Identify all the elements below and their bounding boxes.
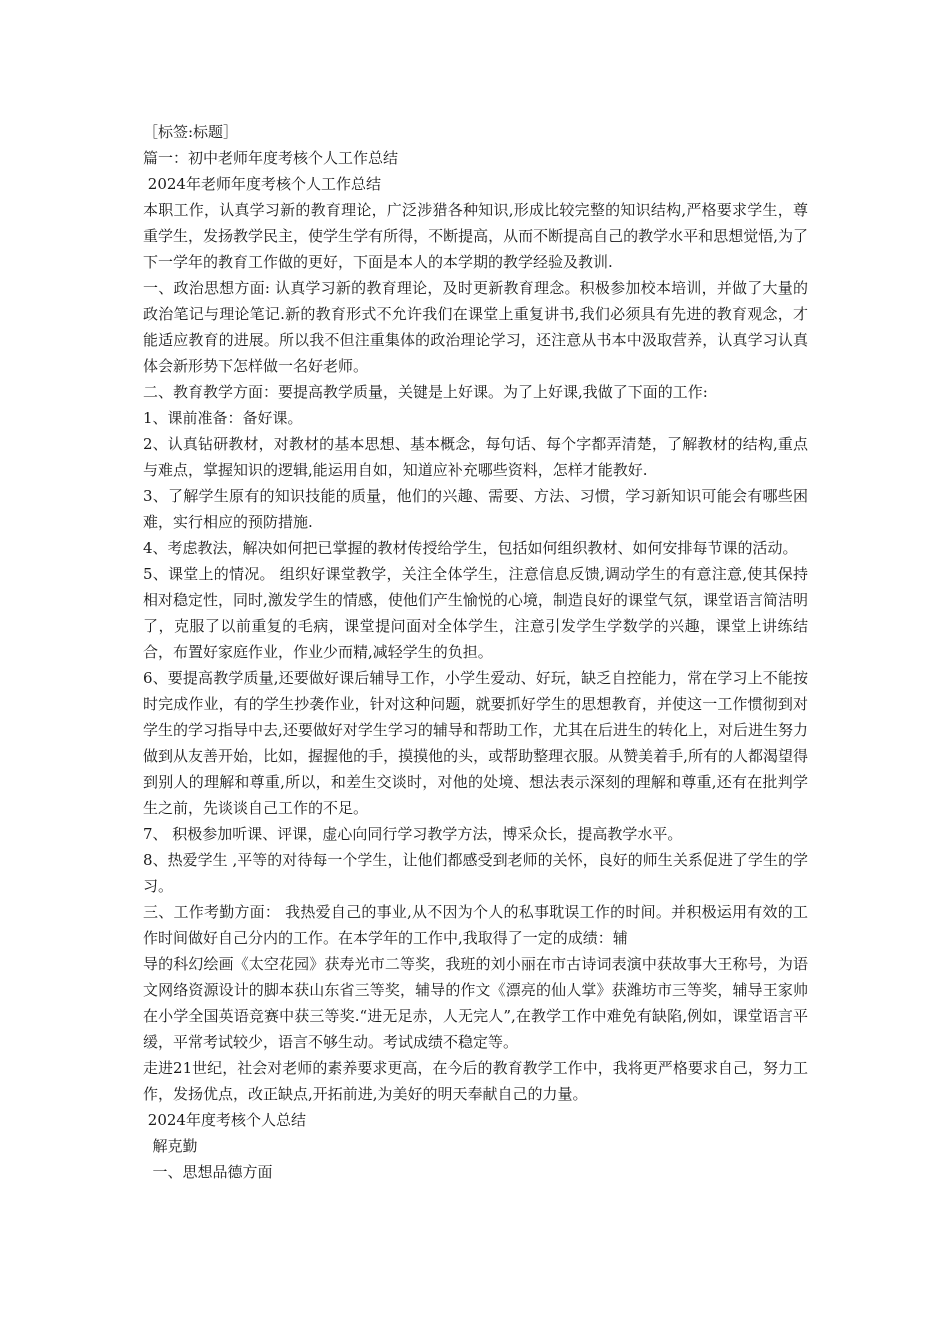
teaching-item-6: 6、要提高教学质量,还要做好课后辅导工作，小学生爱动、好玩，缺乏自控能力，常在学习上不能按时完成作业，有的学生抄袭作业，针对这种问题，就要抓好学生的思想教育，并使这一工作惯彻到对学生的学习指导中去,还要做好对学生学习的辅导和帮助工作，尤其在后进生的转化上，对后进生努力做到从友善开始，比如，握握他的手，摸摸他的头，或帮助整理衣服。从赞美着手,所有的人都渴望得到别人的理解和尊重,所以，和差生交谈时，对他的处境、想法表示深刻的理解和尊重,还有在批判学生之前，先谈谈自己工作的不足。 [143,669,808,817]
teaching-item-4: 4、考虑教法，解决如何把已掌握的教材传授给学生，包括如何组织教材、如何安排每节课的活动。 [143,539,798,557]
second-title: 2024年度考核个人总结 [143,1111,306,1129]
attendance-paragraph: 三、工作考勤方面： 我热爱自己的事业,从不因为个人的私事耽误工作的时间。并积极运用有效的工作时间做好自己分内的工作。在本学年的工作中,我取得了一定的成绩：辅 [143,903,808,947]
conclusion-paragraph: 走进21世纪，社会对老师的素养要求更高，在今后的教育教学工作中，我将更严格要求自己，努力工作，发扬优点，改正缺点,开拓前进,为美好的明天奉献自己的力量。 [143,1059,808,1103]
politics-paragraph: 一、政治思想方面: 认真学习新的教育理论，及时更新教育理念。积极参加校本培训，并做了大量的政治笔记与理论笔记.新的教育形式不允许我们在课堂上重复讲书,我们必须具有先进的教育观念，才能适应教育的进展。所以我不但注重集体的政治理论学习，还注意从书本中汲取营养，认真学习认真体会新形势下怎样做一名好老师。 [143,279,808,375]
teaching-item-7: 7、 积极参加听课、评课，虚心向同行学习教学方法，博采众长，提高教学水平。 [143,825,683,843]
section-heading: 篇一：初中老师年度考核个人工作总结 [143,149,399,167]
second-section-heading: 一、思想品德方面 [143,1163,273,1181]
teaching-item-5: 5、课堂上的情况。 组织好课堂教学，关注全体学生，注意信息反馈,调动学生的有意注意,使其保持相对稳定性，同时,激发学生的情感，使他们产生愉悦的心境，制造良好的课堂气氛，课堂语言简洁明了，克服了以前重复的毛病，课堂提问面对全体学生，注意引发学生学数学的兴趣，课堂上讲练结合，布置好家庭作业，作业少而精,减轻学生的负担。 [143,565,808,661]
achievements-paragraph: 导的科幻绘画《太空花园》获寿光市二等奖，我班的刘小丽在市古诗词表演中获故事大王称号，为语文网络资源设计的脚本获山东省三等奖，辅导的作文《漂亮的仙人掌》获潍坊市三等奖，辅导王家帅在小学全国英语竞赛中获三等奖.“进无足赤，人无完人”,在教学工作中难免有缺陷,例如，课堂语言平缓，平常考试较少，语言不够生动。考试成绩不稳定等。 [143,955,808,1051]
intro-paragraph: 本职工作，认真学习新的教育理论，广泛涉猎各种知识,形成比较完整的知识结构,严格要求学生，尊重学生，发扬教学民主，使学生学有所得，不断提高，从而不断提高自己的教学水平和思想觉悟,为了下一学年的教育工作做的更好，下面是本人的本学期的教学经验及教训. [143,201,808,271]
document-page [143,119,808,1185]
teaching-item-3: 3、了解学生原有的知识技能的质量，他们的兴趣、需要、方法、习惯，学习新知识可能会有哪些困难，实行相应的预防措施. [143,487,808,531]
teaching-item-8: 8、热爱学生 ,平等的对待每一个学生，让他们都感受到老师的关怀，良好的师生关系促进了学生的学习。 [143,851,808,895]
document-title: 2024年老师年度考核个人工作总结 [143,175,381,193]
teaching-heading: 二、教育教学方面：要提高教学质量，关键是上好课。为了上好课,我做了下面的工作: [143,383,708,401]
teaching-item-1: 1、课前准备：备好课。 [143,409,303,427]
author-name: 解克勤 [143,1137,198,1155]
tag-line: ［标签:标题］ [143,123,239,141]
teaching-item-2: 2、认真钻研教材，对教材的基本思想、基本概念，每句话、每个字都弄清楚，了解教材的结构,重点与难点，掌握知识的逻辑,能运用自如，知道应补充哪些资料，怎样才能教好. [143,435,808,479]
